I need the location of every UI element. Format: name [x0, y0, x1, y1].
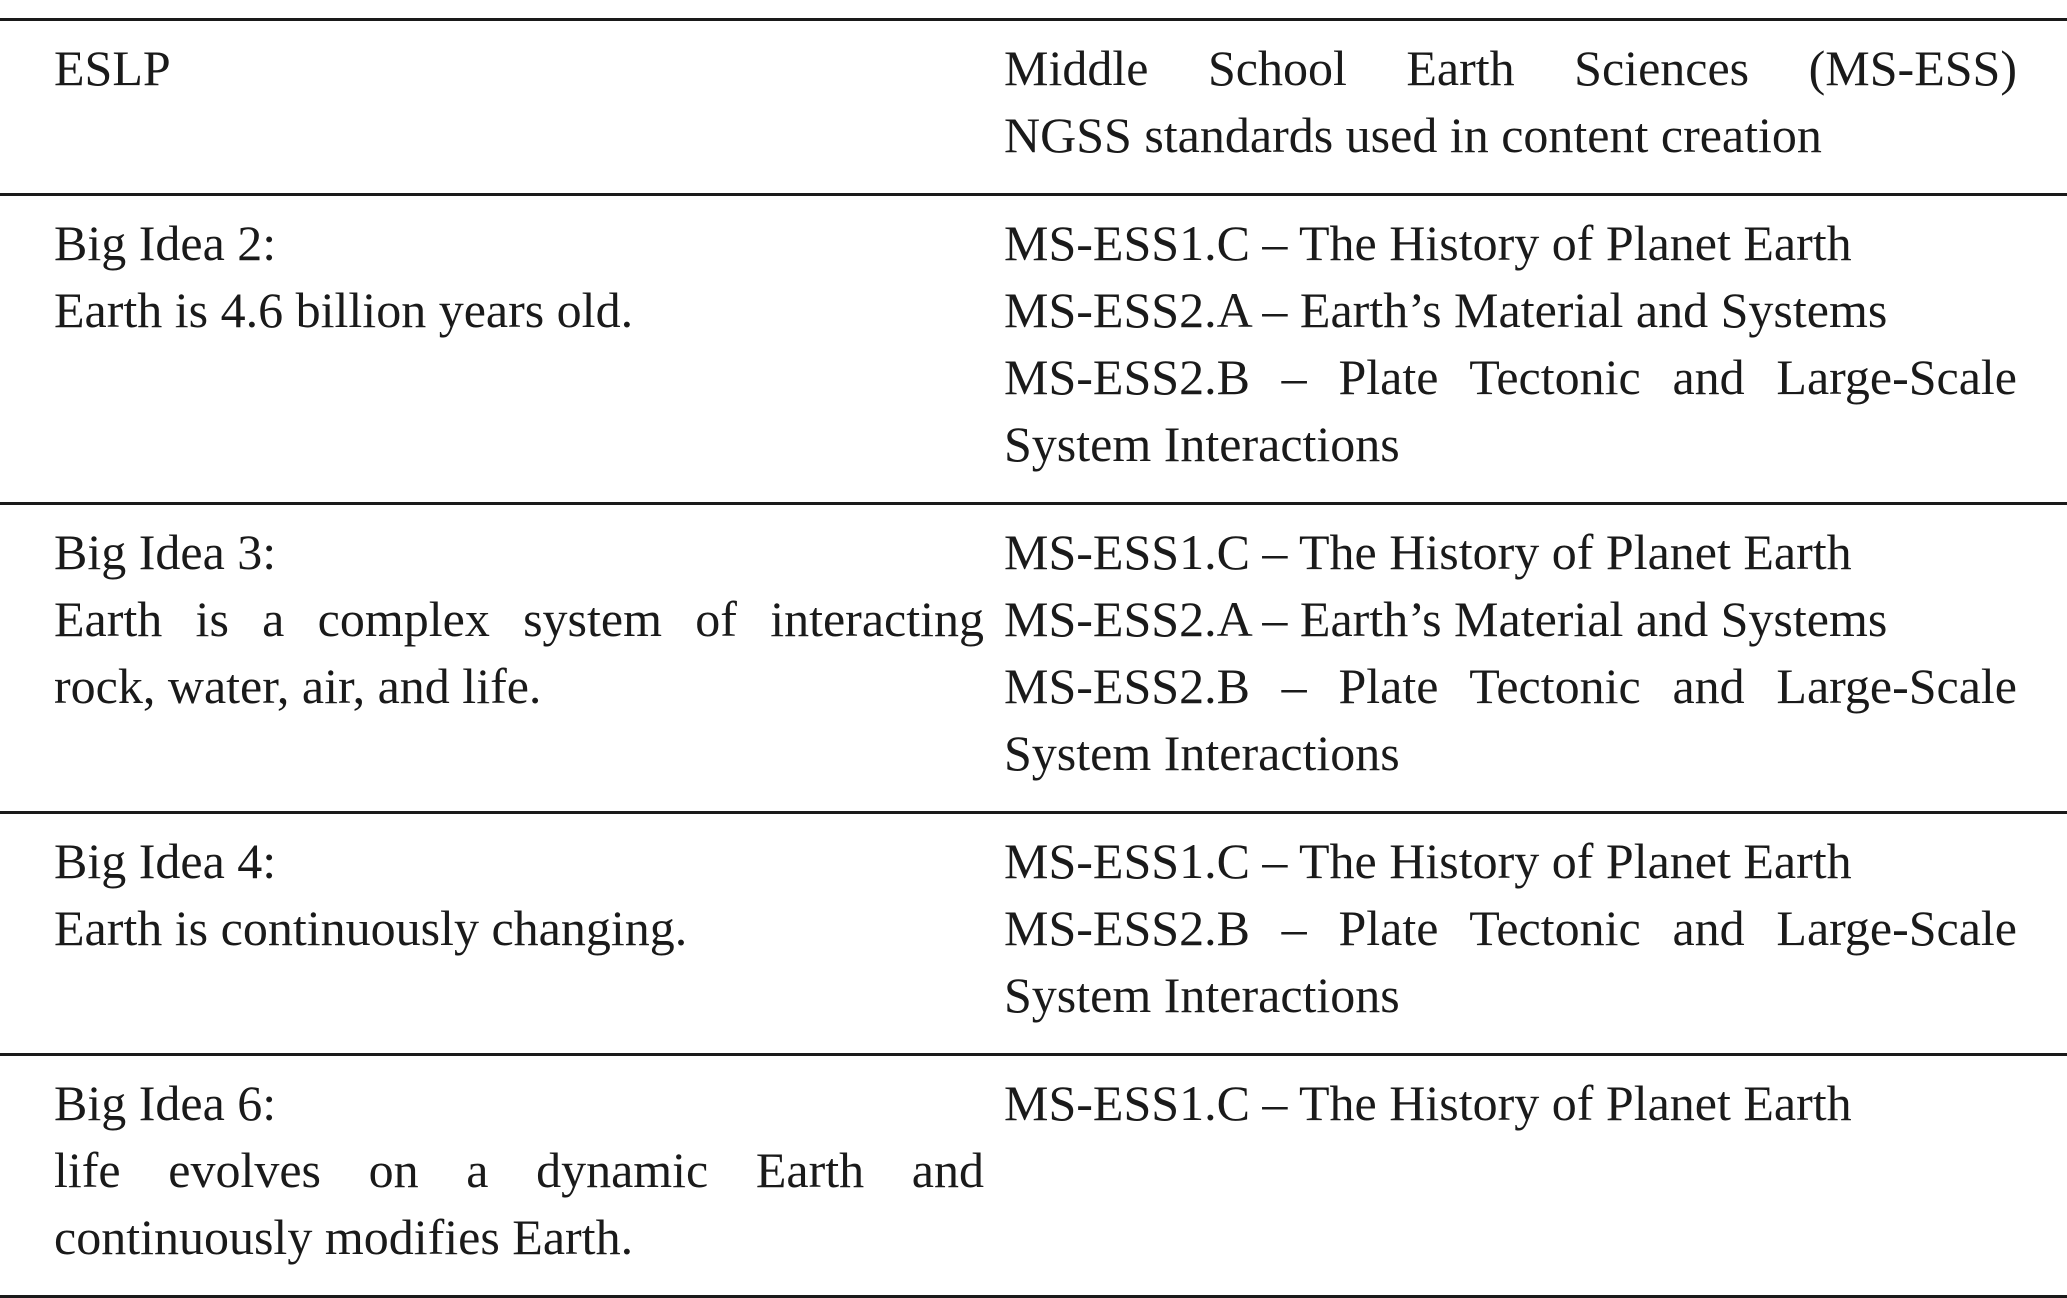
eslp-cell: [0, 504, 1000, 813]
big-idea-label: Big Idea 4:: [54, 833, 277, 889]
standard-item: MS-ESS1.C – The History of Planet Earth: [1004, 524, 1852, 580]
standard-item: MS-ESS2.B – Plate Tectonic and Large-Scale: [1004, 900, 2017, 956]
standard-item-continuation: System Interactions: [1004, 416, 1400, 472]
standards-table: [0, 18, 2067, 1298]
standard-item-continuation: System Interactions: [1004, 967, 1400, 1023]
standards-table-container: [0, 18, 2067, 1298]
table-row: [0, 195, 2067, 504]
standard-item: MS-ESS2.A – Earth’s Material and Systems: [1004, 591, 1888, 647]
eslp-cell: [0, 813, 1000, 1055]
eslp-cell: [0, 1055, 1000, 1297]
big-idea-description: Earth is a complex system of interacting: [54, 591, 984, 647]
standard-item: MS-ESS2.B – Plate Tectonic and Large-Scale: [1004, 658, 2017, 714]
big-idea-label: Big Idea 6:: [54, 1075, 277, 1131]
header-standards-line-2: NGSS standards used in content creation: [1004, 107, 1822, 163]
header-cell-standards: [1000, 20, 2067, 195]
table-row: [0, 1055, 2067, 1297]
eslp-cell: [0, 195, 1000, 504]
standard-item: MS-ESS2.A – Earth’s Material and Systems: [1004, 282, 1888, 338]
standards-cell: [1000, 195, 2067, 504]
standard-item: MS-ESS1.C – The History of Planet Earth: [1004, 215, 1852, 271]
header-cell-eslp: [0, 20, 1000, 195]
standard-item: MS-ESS2.B – Plate Tectonic and Large-Scale: [1004, 349, 2017, 405]
header-eslp-label: ESLP: [54, 40, 171, 96]
standard-item-continuation: System Interactions: [1004, 725, 1400, 781]
big-idea-description: Earth is continuously changing.: [54, 900, 688, 956]
header-standards-line-1: Middle School Earth Sciences (MS-ESS): [1004, 40, 2017, 96]
table-row: [0, 504, 2067, 813]
big-idea-description: Earth is 4.6 billion years old.: [54, 282, 634, 338]
standards-cell: [1000, 813, 2067, 1055]
standard-item: MS-ESS1.C – The History of Planet Earth: [1004, 833, 1852, 889]
standard-item: MS-ESS1.C – The History of Planet Earth: [1004, 1075, 1852, 1131]
table-row: [0, 813, 2067, 1055]
big-idea-description: continuously modifies Earth.: [54, 1209, 634, 1265]
standards-cell: [1000, 1055, 2067, 1297]
table-header-row: [0, 20, 2067, 195]
big-idea-description: life evolves on a dynamic Earth and: [54, 1142, 984, 1198]
big-idea-description: rock, water, air, and life.: [54, 658, 542, 714]
standards-cell: [1000, 504, 2067, 813]
big-idea-label: Big Idea 2:: [54, 215, 277, 271]
big-idea-label: Big Idea 3:: [54, 524, 277, 580]
